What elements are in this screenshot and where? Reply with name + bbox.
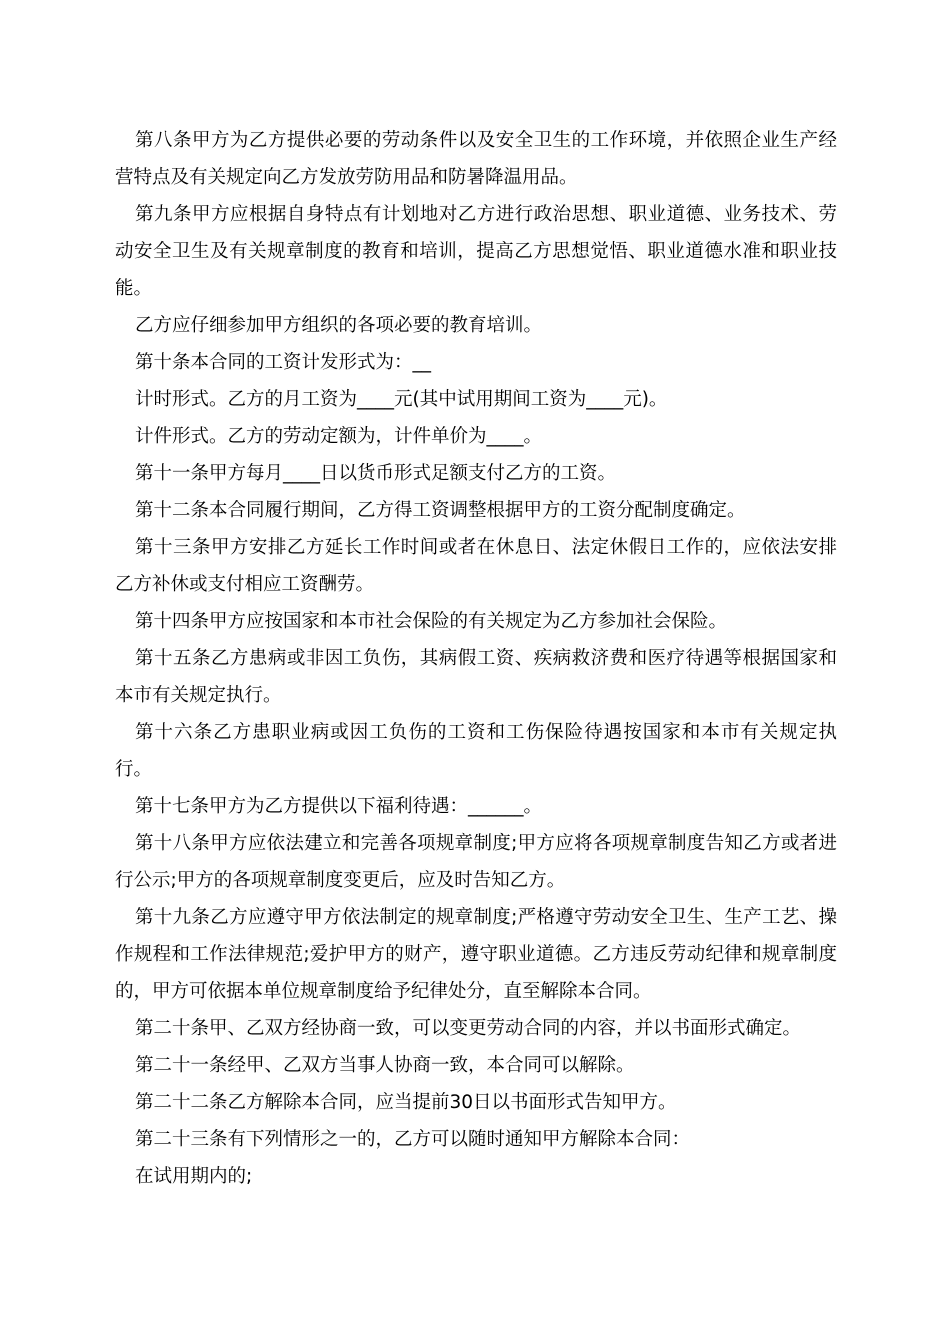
paragraph-article-10: 第十条本合同的工资计发形式为：__ xyxy=(135,352,432,373)
paragraph-article-13: 第十三条甲方安排乙方延长工作时间或者在休息日、法定休假日工作的，应依法安排乙方补休或支付相应工资酬劳。 xyxy=(115,537,837,595)
paragraph-piece-wage: 计件形式。乙方的劳动定额为，计件单价为____。 xyxy=(135,426,543,447)
paragraph-article-15: 第十五条乙方患病或非因工负伤，其病假工资、疾病救济费和医疗待遇等根据国家和本市有关规定执行。 xyxy=(115,648,837,706)
paragraph-time-wage: 计时形式。乙方的月工资为____元(其中试用期间工资为____元)。 xyxy=(135,389,668,410)
paragraph-article-19: 第十九条乙方应遵守甲方依法制定的规章制度;严格遵守劳动安全卫生、生产工艺、操作规程和工作法律规范;爱护甲方的财产，遵守职业道德。乙方违反劳动纪律和规章制度的，甲方可依据本单位规章制度给予纪律处分，直至解除本合同。 xyxy=(115,907,837,1002)
paragraph-article-16: 第十六条乙方患职业病或因工负伤的工资和工伤保险待遇按国家和本市有关规定执行。 xyxy=(115,722,837,780)
document-body xyxy=(115,122,837,1195)
paragraph-probation: 在试用期内的; xyxy=(135,1166,253,1187)
paragraph-article-8: 第八条甲方为乙方提供必要的劳动条件以及安全卫生的工作环境，并依照企业生产经营特点及有关规定向乙方发放劳防用品和防暑降温用品。 xyxy=(115,130,837,188)
paragraph-article-21: 第二十一条经甲、乙双方当事人协商一致，本合同可以解除。 xyxy=(135,1055,635,1076)
paragraph-article-20: 第二十条甲、乙双方经协商一致，可以变更劳动合同的内容，并以书面形式确定。 xyxy=(135,1018,802,1039)
paragraph-article-14: 第十四条甲方应按国家和本市社会保险的有关规定为乙方参加社会保险。 xyxy=(135,611,728,632)
paragraph-article-11: 第十一条甲方每月____日以货币形式足额支付乙方的工资。 xyxy=(135,463,617,484)
paragraph-training: 乙方应仔细参加甲方组织的各项必要的教育培训。 xyxy=(135,315,543,336)
paragraph-article-9: 第九条甲方应根据自身特点有计划地对乙方进行政治思想、职业道德、业务技术、劳动安全卫生及有关规章制度的教育和培训，提高乙方思想觉悟、职业道德水准和职业技能。 xyxy=(115,204,837,299)
paragraph-article-23: 第二十三条有下列情形之一的，乙方可以随时通知甲方解除本合同： xyxy=(135,1129,691,1150)
paragraph-article-17: 第十七条甲方为乙方提供以下福利待遇：______。 xyxy=(135,796,543,817)
paragraph-article-12: 第十二条本合同履行期间，乙方得工资调整根据甲方的工资分配制度确定。 xyxy=(135,500,746,521)
paragraph-article-22: 第二十二条乙方解除本合同，应当提前30日以书面形式告知甲方。 xyxy=(135,1092,677,1113)
paragraph-article-18: 第十八条甲方应依法建立和完善各项规章制度;甲方应将各项规章制度告知乙方或者进行公示;甲方的各项规章制度变更后，应及时告知乙方。 xyxy=(115,833,837,891)
